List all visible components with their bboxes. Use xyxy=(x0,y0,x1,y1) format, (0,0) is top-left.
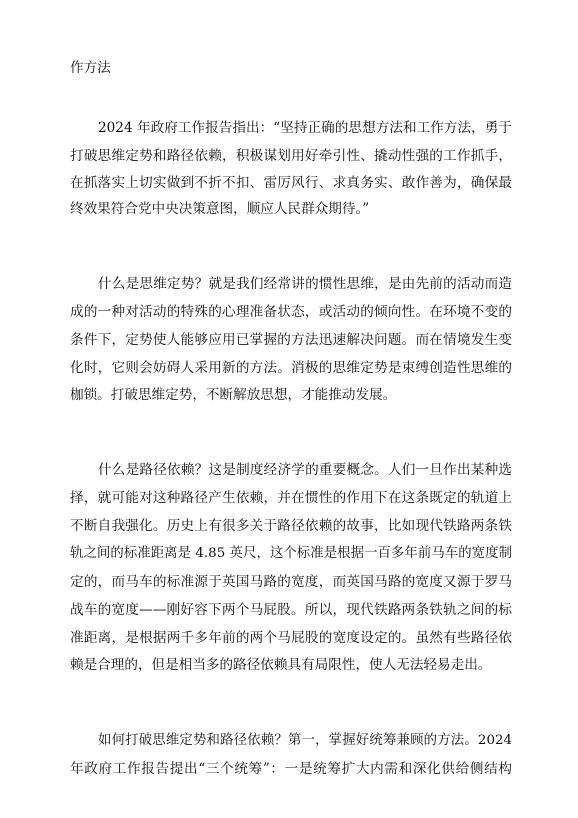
paragraph-2-line-5: 枷锁。打破思维定势，不断解放思想，才能推动发展。 xyxy=(70,387,397,403)
paragraph-2-line-2: 成的一种对活动的特殊的心理准备状态，或活动的倾向性。在环境不变的 xyxy=(70,304,512,320)
paragraph-3-line-1: 什么是路径依赖？这是制度经济学的重要概念。人们一旦作出某种选 xyxy=(98,462,512,478)
paragraph-3-line-4: 轨之间的标准距离是 4.85 英尺，这个标准是根据一百多年前马车的宽度制 xyxy=(70,546,512,561)
paragraph-1-line-3: 在抓落实上切实做到不折不扣、雷厉风行、求真务实、敢作善为，确保最 xyxy=(70,175,512,191)
paragraph-2-line-1: 什么是思维定势？就是我们经常讲的惯性思维，是由先前的活动而造 xyxy=(98,276,512,292)
paragraph-1-line-2: 打破思维定势和路径依赖，积极谋划用好牵引性、撬动性强的工作抓手， xyxy=(70,148,512,164)
paragraph-3-line-2: 择，就可能对这种路径产生依赖，并在惯性的作用下在这条既定的轨道上 xyxy=(70,490,512,506)
paragraph-4-line-1: 如何打破思维定势和路径依赖？第一，掌握好统筹兼顾的方法。2024 xyxy=(98,733,512,748)
paragraph-1-line-4: 终效果符合党中央决策意图，顺应人民群众期待。” xyxy=(70,201,370,217)
text-line: 作方法 xyxy=(70,60,111,76)
paragraph-1-line-1: 2024 年政府工作报告指出：“坚持正确的思想方法和工作方法，勇于 xyxy=(98,120,512,136)
paragraph-2-line-3: 条件下，定势使人能够应用已掌握的方法迅速解决问题。而在情境发生变 xyxy=(70,332,512,348)
paragraph-2-line-4: 化时，它则会妨碍人采用新的方法。消极的思维定势是束缚创造性思维的 xyxy=(70,360,512,376)
paragraph-3-line-7: 准距离，是根据两千多年前的两个马屁股的宽度设定的。虽然有些路径依 xyxy=(70,630,512,646)
paragraph-3-line-3: 不断自我强化。历史上有很多关于路径依赖的故事，比如现代铁路两条铁 xyxy=(70,518,512,534)
paragraph-3-line-8: 赖是合理的，但是相当多的路径依赖具有局限性，使人无法轻易走出。 xyxy=(70,657,492,673)
paragraph-3-line-6: 战车的宽度——刚好容下两个马屁股。所以，现代铁路两条铁轨之间的标 xyxy=(70,602,512,618)
paragraph-3-line-5: 定的，而马车的标准源于英国马路的宽度，而英国马路的宽度又源于罗马 xyxy=(70,574,512,590)
paragraph-4-line-2: 年政府工作报告提出“三个统筹”：一是统筹扩大内需和深化供给侧结构 xyxy=(70,761,512,777)
